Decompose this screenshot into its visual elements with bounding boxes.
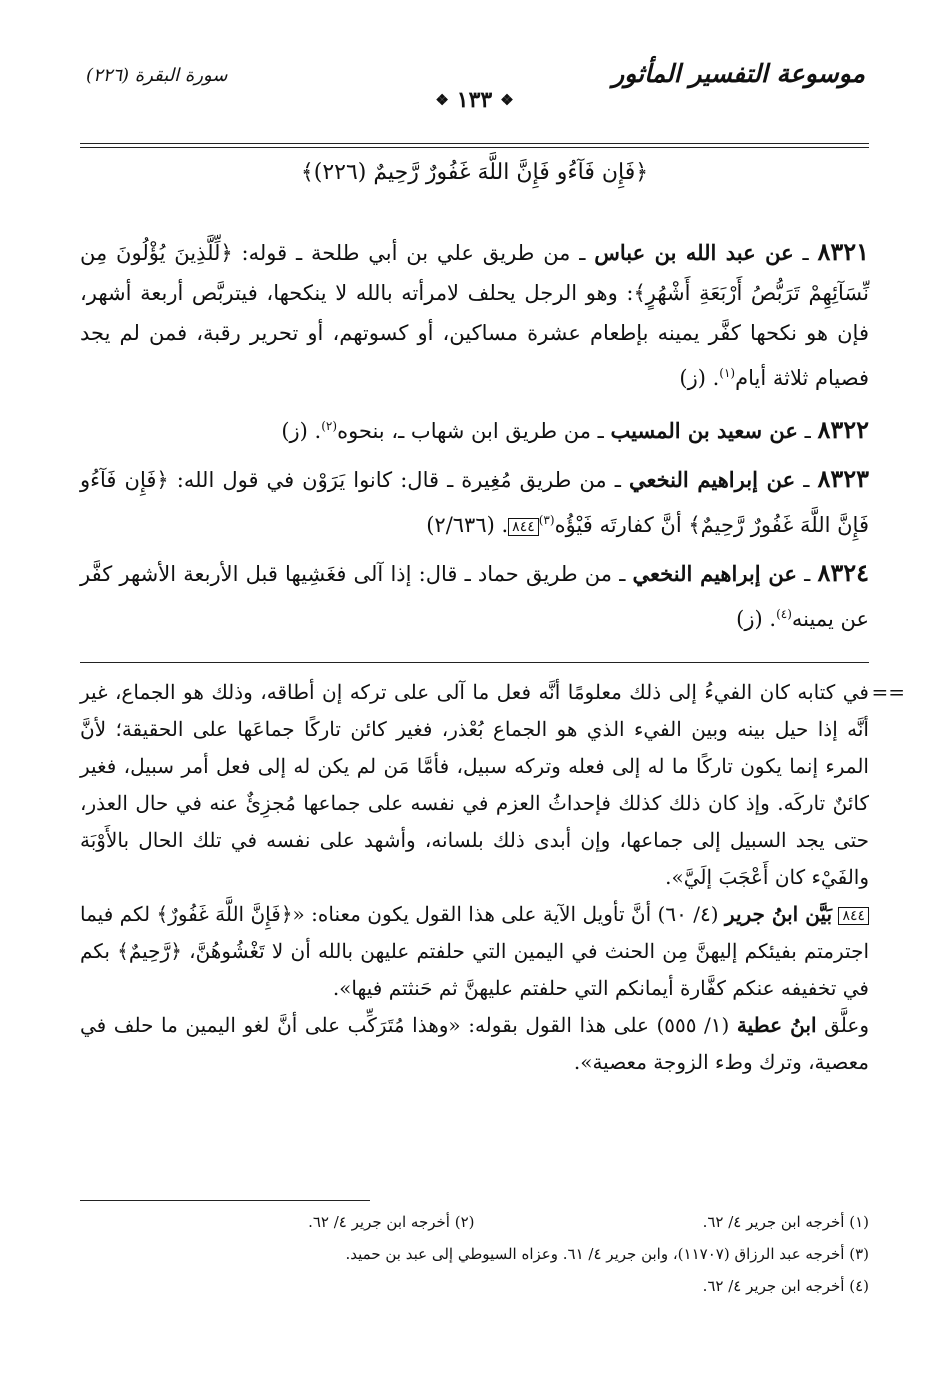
commentary-prefix: وعلَّق xyxy=(824,1013,869,1037)
scholar-name: ابنُ عطية xyxy=(736,1013,817,1037)
narration-text: ـ من طريق ابن شهاب ـ، بنحوه xyxy=(337,419,604,443)
narration-tail: . (ز) xyxy=(736,607,777,631)
footnote: (٤) أخرجه ابن جرير ٤/ ٦٢. xyxy=(702,1277,869,1295)
continuation-mark: == xyxy=(871,680,905,704)
header-rule-double xyxy=(80,147,869,148)
page-number-group xyxy=(427,87,521,113)
narration-text: ـ من طريق علي بن أبي طلحة ـ قوله: ﴿لِّلَّذِينَ يُؤْلُونَ مِن نِّسَآئِهِمْ تَرَبُّصُ أَرْبَعَةِ أَشْهُرٍ﴾: وهو الرجل يحلف لامرأته بالله لا ينكحها، فيتربَّص أربعة أشهر، فإن هو نكحها كفَّر يمينه بإطعام عشرة مساكين، أو كسوتهم، أو تحرير رقبة، فمن لم يجد فصيام ثلاثة أيام xyxy=(80,241,869,390)
scholar-name: بَيَّن ابنُ جرير xyxy=(724,902,833,926)
commentary-ref-box[interactable]: ٨٤٤ xyxy=(838,907,869,925)
header-rule xyxy=(80,143,869,144)
narration-tail: . (ز) xyxy=(281,419,322,443)
footnote-ref: (٤) xyxy=(776,607,792,621)
page-header xyxy=(80,55,869,115)
narration-number: ٨٣٢٣ xyxy=(817,464,870,493)
narration-tail: . (ز) xyxy=(679,366,720,390)
commentary-paragraph xyxy=(80,896,869,1007)
footnotes xyxy=(80,1206,869,1302)
narration-entry: ٨٣٢٤ ـ عن إبراهيم النخعي ـ من طريق حماد ـ قال: إذا آلى فغَشِيها قبل الأربعة الأشهر كفَّر عن يمينه$^{(٤)}$. (ز) xyxy=(80,558,870,631)
narration-entry: ٨٣٢١ ـ عن عبد الله بن عباس ـ من طريق علي بن أبي طلحة ـ قوله: ﴿لِّلَّذِينَ يُؤْلُونَ مِن نِّسَآئِهِمْ تَرَبُّصُ أَرْبَعَةِ أَشْهُرٍ﴾: وهو الرجل يحلف لامرأته بالله لا ينكحها، فيتربَّص أربعة أشهر، فإن هو نكحها كفَّر يمينه بإطعام عشرة مساكين، أو كسوتهم، أو تحرير رقبة، فمن لم يجد فصيام ثلاثة أيام$^{(١)}$. (ز) xyxy=(80,237,870,390)
narrator: عن عبد الله بن عباس xyxy=(594,240,794,265)
commentary-separator xyxy=(80,662,869,663)
narrations xyxy=(80,232,869,647)
commentary-paragraph: في كتابه كان الفيءُ إلى ذلك معلومًا أنَّه فعل ما آلى على تركه إن أطاقه، وذلك هو الجماع، غير أنَّه إذا حيل بينه وبين الفيء الذي هو الجماع بُعْذر، فغير كائن تاركًا جماعَها على الحقيقة؛ لأنَّ المرء إنما يكون تاركًا ما له إلى فعله وتركه سبيل، فأمَّا مَن لم يكن له إلى فعل أمر سبيل، فغير كائنٌ تاركَه. وإذ كان ذلك كذلك فإحداثُ العزم في نفسه على جماعها مُجزِئٌ عنه في حال العذر، حتى يجد السبيل إلى جماعها، وإن أبدى ذلك بلسانه، وأشهد على نفسه في تلك الحال بالأَوْبَة والفَيْء كان أَعْجَبَ إلَيَّ». xyxy=(80,680,869,889)
narration-number: ٨٣٢٢ xyxy=(817,415,869,444)
footnote: (١) أخرجه ابن جرير ٤/ ٦٢. xyxy=(702,1213,869,1231)
narration-number: ٨٣٢١ xyxy=(817,237,870,266)
footnote-ref: (٢) xyxy=(321,419,338,433)
narrator: عن إبراهيم النخعي xyxy=(632,561,797,586)
narration-text: ـ من طريق حماد ـ قال: إذا آلى فغَشِيها قبل الأربعة الأشهر كفَّر عن يمينه xyxy=(80,562,869,631)
narration-entry: ٨٣٢٢ ـ عن سعيد بن المسيب ـ من طريق ابن شهاب ـ، بنحوه$^{(٢)}$. (ز) xyxy=(281,415,869,444)
commentary-ref-box[interactable]: ٨٤٤ xyxy=(508,518,539,536)
footnote-ref: (١) xyxy=(719,366,736,380)
commentary-paragraph xyxy=(80,1007,869,1081)
commentary-text: (٤/ ٦٠) أنَّ تأويل الآية على هذا القول يكون معناه: «﴿فَإِنَّ اللَّهَ غَفُورٌ﴾ لكم فيما اجترمتم بفيئكم إليهنَّ مِن الحنث في اليمين التي حلفتم عليهن بالله أن لا تَغْشُوهُنَّ، ﴿رَّحِيمٌ﴾ بكم في تخفيفه عنكم كفَّارة أيمانكم التي حلفتم عليهنَّ ثم حَنثتم فيها». xyxy=(80,902,869,1000)
footnote-row xyxy=(80,1206,869,1238)
book-title: موسوعة التفسير المأثور xyxy=(612,59,865,88)
commentary-text: (١/ ٥٥٥) على هذا القول بقوله: «وهذا مُتَرَكِّب على أنَّ لغو اليمين ما حلف في معصية، وترك وطء الزوجة معصية». xyxy=(80,1013,869,1074)
surah-reference: سورة البقرة (٢٢٦) xyxy=(86,65,228,86)
ornament-icon: ❖ xyxy=(500,91,514,109)
footnote-separator xyxy=(80,1200,370,1201)
narration-entry: ٨٣٢٣ ـ عن إبراهيم النخعي ـ من طريق مُغِيرة ـ قال: كانوا يَرَوْن في قول الله: ﴿فَإِن فَآءُو فَإِنَّ اللَّهَ غَفُورٌ رَّحِيمٌ﴾ أنَّ كفارتَه فَيْؤُه$^{(٣)}$٨٤٤. (٢/٦٣٦) xyxy=(80,464,870,537)
narrator: عن إبراهيم النخعي xyxy=(628,467,796,492)
footnote-ref: (٣) xyxy=(538,513,555,527)
verse-heading: ﴿فَإِن فَآءُو فَإِنَّ اللَّهَ غَفُورٌ رَّحِيمٌ (٢٢٦)﴾ xyxy=(300,160,649,185)
footnote: (٣) أخرجه عبد الرزاق (١١٧٠٧)، وابن جرير ٤/ ٦١. وعزاه السيوطي إلى عبد بن حميد. xyxy=(345,1245,869,1263)
narrator: عن سعيد بن المسيب xyxy=(610,418,798,443)
ornament-icon: ❖ xyxy=(435,91,449,109)
commentary-section xyxy=(80,674,905,1081)
footnote: (٢) أخرجه ابن جرير ٤/ ٦٢. xyxy=(308,1213,475,1231)
page-number: ١٣٣ xyxy=(456,87,493,113)
narration-text: ـ من طريق مُغِيرة ـ قال: كانوا يَرَوْن في قول الله: ﴿فَإِن فَآءُو فَإِنَّ اللَّهَ غَفُورٌ رَّحِيمٌ﴾ أنَّ كفارتَه فَيْؤُه xyxy=(80,468,869,537)
narration-tail: . (٢/٦٣٦) xyxy=(426,513,509,537)
narration-number: ٨٣٢٤ xyxy=(817,558,870,587)
